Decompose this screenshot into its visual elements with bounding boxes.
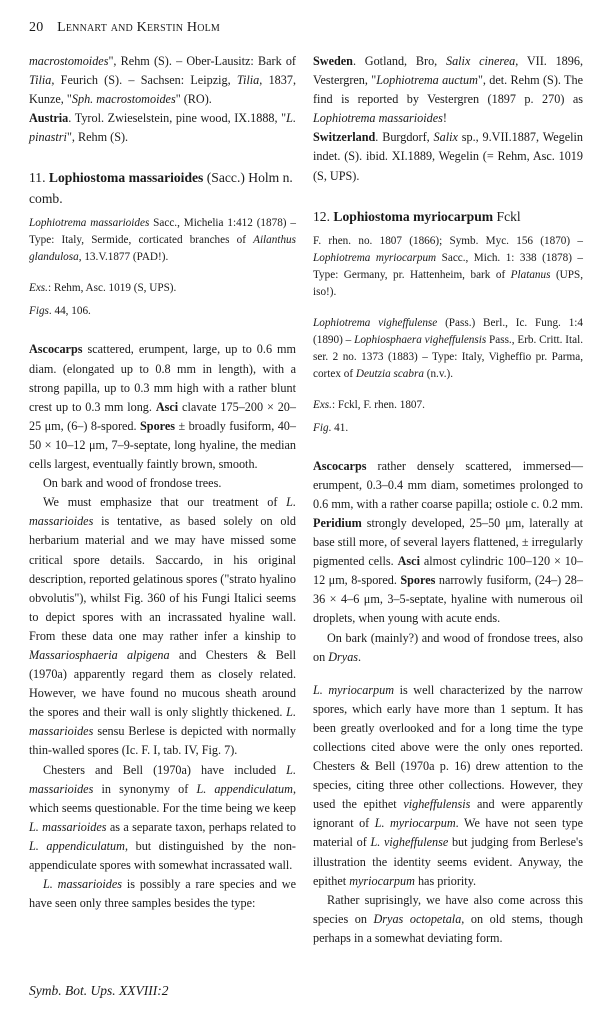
- species-heading-12: [313, 206, 583, 227]
- habitat: [29, 474, 296, 493]
- text-run: scattered, erumpent, large, up to 0.6 mm diam. (elongated up to 0.8 mm in length), with a strong papilla, up to 0.3 mm high with a rather blunt crest up to 0.3 mm long.: [29, 342, 296, 414]
- habitat: [313, 629, 583, 667]
- italic-run: Massariosphaeria alpigena: [29, 647, 170, 662]
- synonym-citation-1: [313, 233, 583, 301]
- synonym-citation: [29, 215, 296, 266]
- discussion-paragraph-2: [313, 891, 583, 948]
- text-run: and Chesters & Bell (1970a) apparently regard them as closely related. However, we have found no mucous sheath around the spores and their wall is only slightly thickened.: [29, 647, 297, 720]
- synonym-citation-2: [313, 315, 583, 383]
- right-column: [313, 52, 583, 948]
- bold-run: Lophiostoma myriocarpum: [333, 208, 494, 224]
- text-run: .: [358, 649, 362, 664]
- text-run: sp., 9.VII.1887, Wegelin indet. (S). ibid. XI.1889, Wegelin (= Rehm, Asc. 1019 (S, UPS).: [313, 130, 583, 183]
- italic-run: L. massarioides: [29, 495, 296, 529]
- description: [29, 340, 296, 474]
- italic-run: L. myriocarpum: [313, 682, 395, 697]
- bold-run: Ascocarps: [29, 342, 83, 357]
- bold-run: Switzerland: [313, 130, 376, 145]
- description: [313, 457, 583, 629]
- text-run: : Rehm, Asc. 1019 (S, UPS).: [47, 282, 177, 295]
- bold-run: Sweden: [313, 54, 353, 68]
- locality-switzerland: [313, 128, 583, 185]
- italic-run: Figs: [29, 305, 49, 318]
- running-header: [29, 20, 220, 36]
- italic-run: Lophiotrema massarioides: [29, 217, 150, 230]
- text-run: clavate 175–200 × 20–25 μm, (6–) 8-spored.: [29, 399, 296, 433]
- italic-run: L. myriocarpum: [374, 816, 456, 831]
- text-run: Fckl: [493, 208, 521, 224]
- text-run: . Tyrol. Zwieselstein, pine wood, IX.1888, ": [68, 111, 287, 126]
- text-run: Pass., Erb. Critt. Ital. ser. 2 no. 1373 (1883) – Type: Italy, Vigheffio pr. Parma, cortex of: [313, 333, 583, 380]
- italic-run: myriocarpum: [349, 873, 415, 888]
- text-run: (Pass.) Berl., Ic. Fung. 1:4 (1890) –: [313, 316, 583, 346]
- text-run: We must emphasize that our treatment of: [43, 495, 287, 510]
- exsiccatae: [313, 397, 583, 414]
- italic-run: vigheffulensis: [403, 797, 471, 812]
- text-run: almost cylindric 100–120 × 10–12 μm, 8-spored.: [313, 554, 583, 588]
- text-run: F. rhen. no. 1807 (1866); Symb. Myc. 156 (1870) –: [313, 234, 583, 247]
- text-run: Sacc., Mich. 1: 338 (1878) – Type: Germany, pr. Hattenheim, bark of: [313, 251, 584, 281]
- italic-run: Dryas: [328, 649, 359, 664]
- text-run: , 1837, Kunze, ": [29, 73, 297, 107]
- text-run: On bark and wood of frondose trees.: [43, 476, 222, 491]
- italic-run: Ailanthus glandulosa: [29, 234, 296, 264]
- italic-run: L. appendiculatum: [196, 781, 293, 796]
- text-run: . We have not seen type material of: [313, 816, 583, 850]
- figures-reference: [313, 420, 583, 437]
- italic-run: Dryas octopetala: [373, 911, 462, 926]
- figures-reference: [29, 303, 296, 320]
- italic-run: L. massarioides: [29, 705, 296, 739]
- italic-run: Fig: [313, 421, 329, 434]
- text-run: narrowly fusiform, (24–) 28–36 × 4–6 μm, 3–5-septate, hyaline with numerous oil droplets, when young with acute ends.: [313, 573, 583, 626]
- locality-austria: [29, 109, 296, 147]
- text-run: Rather suprisingly, we have also come across this species on: [313, 892, 583, 926]
- bold-run: Lophiostoma massarioides: [48, 170, 204, 186]
- italic-run: Tilia: [29, 73, 52, 88]
- text-run: ± broadly fusiform, 40–50 × 10–12 μm, 7–9-septate, long hyaline, the median cells largest, eventually faintly brown, smooth.: [29, 418, 296, 472]
- bold-run: Asci: [155, 399, 179, 414]
- journal-footer: Symb. Bot. Ups. XXVIII:2: [29, 983, 169, 998]
- discussion-paragraph-3: [29, 875, 296, 913]
- text-run: rather densely scattered, immersed––erumpent, 0.3–0.4 mm diam, sometimes prolonged to 0.6 mm, with a rather coarse papilla; ostiole c. 0.2 mm.: [313, 458, 583, 511]
- italic-run: macrostomoides: [29, 54, 109, 68]
- text-run: ", Rehm (S).: [66, 130, 129, 145]
- italic-run: Lophiotrema vigheffulense: [313, 316, 438, 329]
- text-run: Sacc., Michelia 1:412 (1878) – Type: Italy, Sermide, corticated branches of: [29, 217, 296, 247]
- italic-run: L. massarioides: [29, 762, 296, 796]
- italic-run: Lophiotrema auctum: [376, 73, 478, 88]
- text-run: , 13.V.1877 (PAD!).: [78, 251, 169, 264]
- text-run: , but distinguished by the non-appendiculate spores with somewhat incrassated wall.: [29, 838, 296, 872]
- text-run: (n.v.).: [423, 367, 454, 380]
- text-run: . 41.: [328, 421, 349, 434]
- text-run: !: [442, 111, 447, 126]
- text-run: , VII. 1896, Vestergren, ": [313, 54, 584, 88]
- text-run: sensu Berlese is depicted with normally thin-walled spores (Ic. F. I, tab. IV, Fig. 7).: [29, 724, 296, 758]
- text-run: in synonymy of: [93, 781, 197, 796]
- text-run: (Sacc.) Holm n. comb.: [29, 170, 293, 207]
- text-run: is tentative, as based solely on old herbarium material and we may have missed some critical spore details. Saccardo, in his original description, reported gelatinous spores ("strato hyalino obvolutis"), whilst Fig. 360 of his Fungi Italici seems to depict spores with an incrassated hyaline wall. From these data one may rather infer a kinship to: [29, 514, 296, 643]
- text-run: and were apparently ignorant of: [313, 797, 583, 831]
- text-run: , on old stems, though perhaps in a somewhat deviating form.: [313, 911, 583, 945]
- italic-run: Salix: [433, 130, 458, 145]
- text-run: is well characterized by the narrow spores, which early have more than 1 septum. It has been greatly overlooked and for a long time the type collections cited above were the only ones reported. Chesters & Bell (1970a p. 16) drew attention to the species, citing three other collections. However, they used the epithet: [313, 682, 583, 812]
- italic-run: Deutzia scabra: [355, 367, 424, 380]
- text-run: Chesters and Bell (1970a) have included: [43, 762, 287, 777]
- italic-run: Sph. macrostomoides: [71, 92, 176, 107]
- text-run: " (RO).: [175, 92, 212, 107]
- discussion-paragraph-2: [29, 761, 296, 876]
- text-run: (UPS, iso!).: [313, 268, 583, 298]
- text-run: ", det. Rehm (S). The find is reported by Vestergren (1897 p. 270) as: [313, 73, 583, 107]
- text-run: , which seems questionable. For the time being we keep: [29, 781, 297, 815]
- italic-run: Lophiotrema myriocarpum: [313, 251, 437, 264]
- running-title: Lennart and Kerstin Holm: [57, 20, 221, 35]
- discussion-paragraph-1: [313, 681, 583, 891]
- bold-run: Austria: [29, 111, 69, 126]
- discussion-paragraph-1: [29, 493, 296, 760]
- text-run: . 44, 106.: [48, 305, 91, 318]
- locality-sweden: [313, 52, 583, 128]
- italic-run: L. vigheffulense: [370, 835, 449, 850]
- locality-germany-continued: [29, 52, 296, 109]
- italic-run: Exs.: [29, 282, 48, 295]
- text-run: is possibly a rare species and we have seen only three samples besides the type:: [29, 877, 297, 911]
- text-run: . Burgdorf,: [375, 130, 434, 145]
- italic-run: L. massarioides: [43, 877, 122, 892]
- italic-run: Tilia: [236, 73, 260, 88]
- text-run: but judging from Berlese's illustration the identity seems evident. Anyway, the epithet: [313, 835, 583, 888]
- italic-run: L. appendiculatum: [29, 838, 125, 853]
- text-run: On bark (mainly?) and wood of frondose trees, also on: [313, 630, 583, 664]
- bold-run: Asci: [397, 554, 420, 569]
- italic-run: Salix cinerea: [445, 54, 516, 68]
- text-run: ", Rehm (S). – Ober-Lausitz: Bark of: [108, 54, 296, 68]
- text-run: : Fckl, F. rhen. 1807.: [331, 398, 425, 411]
- text-run: 12.: [313, 208, 334, 224]
- exsiccatae: [29, 280, 296, 297]
- bold-run: Peridium: [313, 515, 362, 530]
- left-column: [29, 52, 296, 913]
- italic-run: L. massarioides: [29, 819, 107, 834]
- italic-run: Lophiosphaera vigheffulensis: [354, 333, 487, 346]
- italic-run: Platanus: [510, 268, 551, 281]
- bold-run: Spores: [400, 573, 436, 588]
- text-run: strongly developed, 25–50 μm, laterally at base still more, of several layers flattened, ± irregularly pigmented cells.: [313, 515, 583, 569]
- text-run: has priority.: [414, 873, 477, 888]
- italic-run: Exs.: [313, 398, 332, 411]
- species-heading-11: [29, 167, 296, 209]
- text-run: 11.: [29, 170, 49, 186]
- italic-run: L. pinastri: [29, 111, 296, 145]
- text-run: , Feurich (S). – Sachsen: Leipzig,: [51, 73, 237, 88]
- bold-run: Ascocarps: [313, 458, 367, 473]
- text-run: . Gotland, Bro,: [352, 54, 446, 68]
- page-number: 20: [29, 20, 44, 35]
- bold-run: Spores: [140, 418, 176, 433]
- italic-run: Lophiotrema massarioides: [313, 111, 443, 126]
- text-run: as a separate taxon, perhaps related to: [106, 819, 297, 834]
